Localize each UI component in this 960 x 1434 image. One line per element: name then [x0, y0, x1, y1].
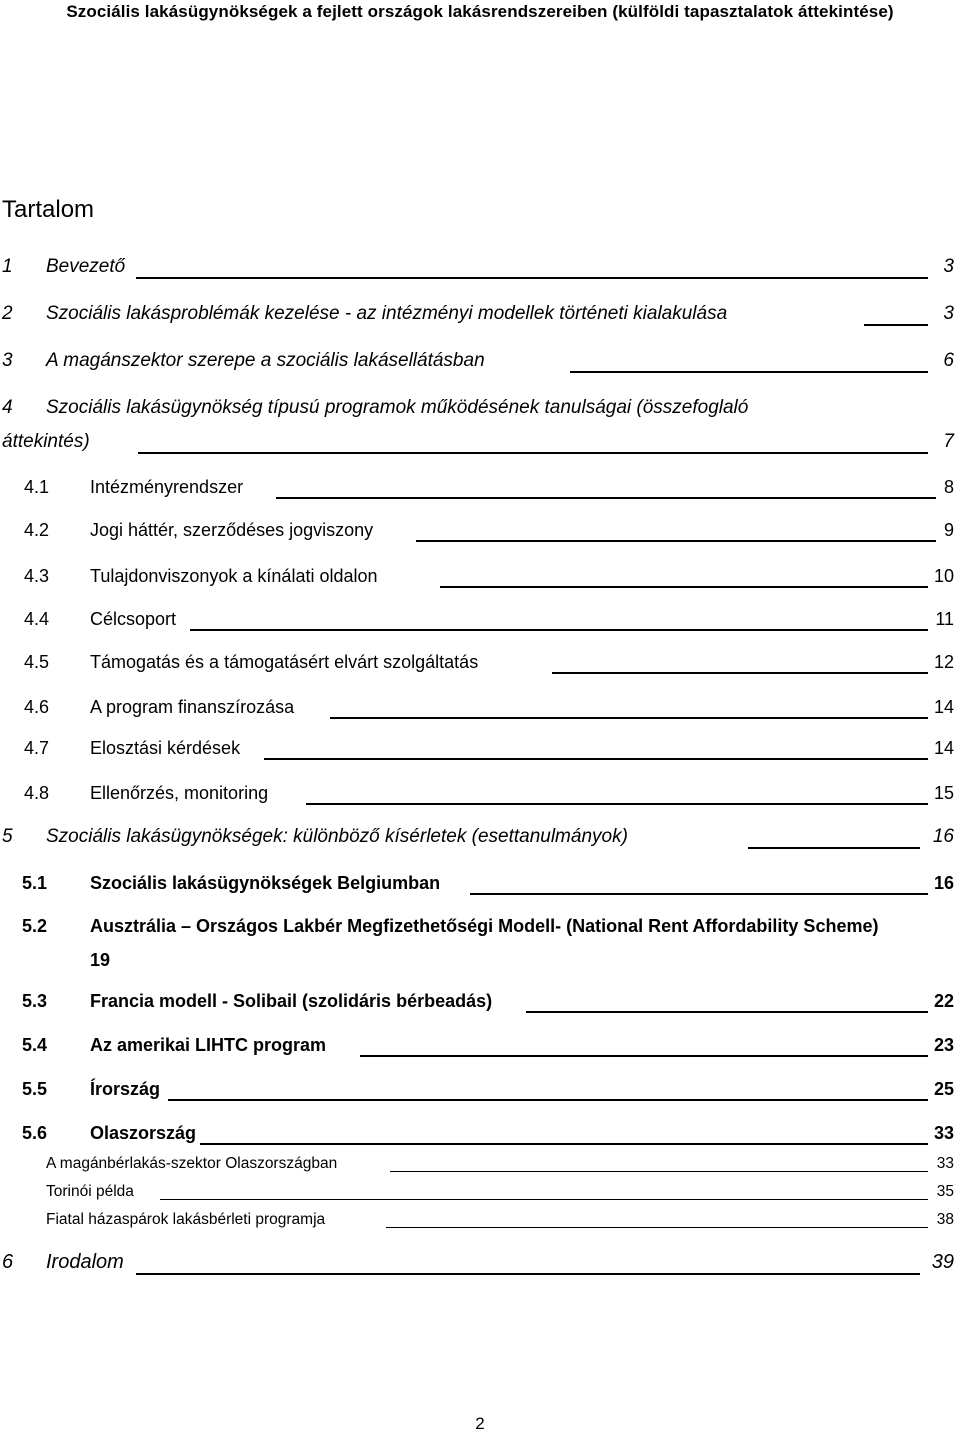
toc-entry-number: 5.1 — [22, 873, 48, 893]
toc-entry-page: 38 — [936, 1211, 954, 1228]
toc-entry-label: Szociális lakásügynökségek Belgiumban — [90, 873, 441, 893]
toc-entry[interactable] — [0, 916, 960, 942]
toc-entry-number: 5 — [2, 826, 13, 847]
toc-entry-number: 4 — [2, 397, 13, 418]
toc-leader — [330, 717, 928, 719]
toc-leader — [470, 893, 928, 895]
toc-entry-label: Támogatás és a támogatásért elvárt szolgáltatás — [90, 652, 479, 672]
toc-leader — [552, 672, 928, 674]
toc-entry-page: 9 — [943, 520, 954, 540]
toc-entry-number: 4.4 — [24, 609, 50, 629]
toc-entry-page: 10 — [933, 566, 954, 586]
toc-entry[interactable] — [0, 477, 960, 503]
toc-leader — [386, 1227, 928, 1228]
running-header: Szociális lakásügynökségek a fejlett országok lakásrendszereiben (külföldi tapasztalatok áttekintése) — [66, 2, 894, 21]
toc-entry-number: 5.4 — [22, 1035, 48, 1055]
toc-title: Tartalom — [2, 196, 95, 223]
toc-entry-number: 4.8 — [24, 783, 50, 803]
toc-entry-label: Célcsoport — [90, 609, 177, 629]
toc-leader — [416, 540, 936, 542]
toc-entry-label: Elosztási kérdések — [90, 738, 241, 758]
toc-leader — [864, 324, 928, 326]
toc-entry-number: 4.1 — [24, 477, 50, 497]
page-number: 2 — [475, 1414, 485, 1433]
toc-entry-label: Bevezető — [46, 256, 126, 277]
toc-entry[interactable] — [0, 783, 960, 809]
toc-leader — [360, 1055, 928, 1057]
toc-entry-number: 2 — [2, 303, 13, 324]
toc-entry[interactable] — [0, 1079, 960, 1105]
toc-entry-label: A magánbérlakás-szektor Olaszországban — [46, 1155, 338, 1172]
toc-leader — [264, 758, 928, 760]
toc-entry-page: 3 — [943, 256, 954, 277]
toc-entry[interactable] — [0, 566, 960, 592]
toc-entry-number: 5.5 — [22, 1079, 48, 1099]
toc-entry-page: 35 — [936, 1183, 954, 1200]
toc-entry-page: 16 — [933, 873, 954, 893]
toc-leader — [276, 497, 936, 499]
toc-entry-continuation[interactable] — [0, 431, 960, 457]
toc-entry-number: 5.2 — [22, 916, 48, 936]
toc-entry[interactable] — [0, 652, 960, 678]
toc-leader — [306, 803, 928, 805]
toc-entry[interactable] — [0, 350, 960, 376]
toc-entry-label: A magánszektor szerepe a szociális lakásellátásban — [46, 350, 485, 371]
toc-entry-page: 6 — [943, 350, 954, 371]
toc-entry-label: Írország — [90, 1079, 161, 1099]
toc-entry[interactable] — [0, 1123, 960, 1149]
toc-entry-page: 11 — [935, 609, 954, 629]
toc-entry-label: Torinói példa — [46, 1183, 134, 1200]
toc-entry-page: 25 — [933, 1079, 954, 1099]
toc-entry-label: Fiatal házaspárok lakásbérleti programja — [46, 1211, 326, 1228]
toc-entry-label: Szociális lakásügynökség típusú programok működésének tanulságai (összefoglaló — [46, 397, 749, 418]
toc-entry-label: Olaszország — [90, 1123, 197, 1143]
toc-entry-number: 1 — [2, 256, 13, 277]
toc-leader — [138, 452, 928, 454]
toc-entry-continuation[interactable] — [0, 950, 960, 976]
toc-entry[interactable] — [0, 1251, 960, 1277]
toc-leader — [526, 1011, 928, 1013]
toc-entry-page: 16 — [932, 826, 954, 847]
toc-entry-label: Intézményrendszer — [90, 477, 244, 497]
toc-entry-number: 3 — [2, 350, 13, 371]
toc-entry-label: Ellenőrzés, monitoring — [90, 783, 269, 803]
toc-entry[interactable] — [0, 1183, 960, 1209]
toc-entry[interactable] — [0, 826, 960, 852]
toc-entry-label: Az amerikai LIHTC program — [90, 1035, 327, 1055]
toc-entry-page: 7 — [943, 431, 954, 452]
toc-entry-label: Szociális lakásügynökségek: különböző kísérletek (esettanulmányok) — [46, 826, 628, 847]
toc-leader — [390, 1171, 928, 1172]
toc-entry-page: 22 — [933, 991, 954, 1011]
toc-leader — [168, 1099, 928, 1101]
toc-entry-label-continued: áttekintés) — [2, 431, 90, 452]
toc-entry[interactable] — [0, 873, 960, 899]
toc-entry-page: 14 — [933, 738, 954, 758]
toc-entry-number: 4.6 — [24, 697, 50, 717]
toc-entry-page: 14 — [933, 697, 954, 717]
toc-entry-page: 23 — [933, 1035, 954, 1055]
toc-entry-label: Francia modell - Solibail (szolidáris bérbeadás) — [90, 991, 493, 1011]
toc-leader — [570, 371, 928, 373]
toc-entry-page: 12 — [933, 652, 954, 672]
toc-entry-label: Szociális lakásproblémák kezelése - az intézményi modellek történeti kialakulása — [46, 303, 728, 324]
toc-entry-page: 33 — [936, 1155, 954, 1172]
toc-entry-number: 5.3 — [22, 991, 48, 1011]
toc-leader — [440, 586, 928, 588]
toc-entry[interactable] — [0, 738, 960, 764]
toc-entry-number: 4.2 — [24, 520, 50, 540]
toc-entry-page: 8 — [943, 477, 954, 497]
toc-entry-label: Ausztrália – Országos Lakbér Megfizethetőségi Modell- (National Rent Affordability Scheme) — [90, 916, 879, 936]
toc-entry[interactable] — [0, 1155, 960, 1181]
toc-entry[interactable] — [0, 1211, 960, 1237]
toc-entry[interactable] — [0, 397, 960, 423]
toc-leader — [190, 629, 928, 631]
toc-entry-label: A program finanszírozása — [90, 697, 295, 717]
toc-entry-page: 3 — [943, 303, 954, 324]
toc-entry-page: 33 — [933, 1123, 954, 1143]
toc-entry[interactable] — [0, 256, 960, 282]
toc-entry-number: 4.5 — [24, 652, 50, 672]
toc-entry-page: 39 — [931, 1251, 954, 1273]
toc-entry-label: Jogi háttér, szerződéses jogviszony — [90, 520, 374, 540]
toc-entry[interactable] — [0, 1035, 960, 1061]
toc-leader — [136, 277, 928, 279]
toc-entry[interactable] — [0, 303, 960, 329]
toc-entry-label: Irodalom — [46, 1251, 124, 1273]
toc-entry[interactable] — [0, 697, 960, 723]
toc-entry-number: 5.6 — [22, 1123, 48, 1143]
toc-leader — [136, 1273, 920, 1275]
toc-leader — [160, 1199, 928, 1200]
toc-leader — [748, 847, 920, 849]
toc-leader — [200, 1143, 928, 1145]
toc-entry-page: 15 — [933, 783, 954, 803]
toc-entry-number: 4.3 — [24, 566, 50, 586]
toc-entry-label: Tulajdonviszonyok a kínálati oldalon — [90, 566, 378, 586]
toc-entry[interactable] — [0, 991, 960, 1017]
toc-entry-number: 4.7 — [24, 738, 50, 758]
toc-entry-label-continued: 19 — [90, 950, 111, 970]
toc-entry-number: 6 — [2, 1251, 14, 1273]
toc-entry[interactable] — [0, 609, 960, 635]
toc-entry[interactable] — [0, 520, 960, 546]
